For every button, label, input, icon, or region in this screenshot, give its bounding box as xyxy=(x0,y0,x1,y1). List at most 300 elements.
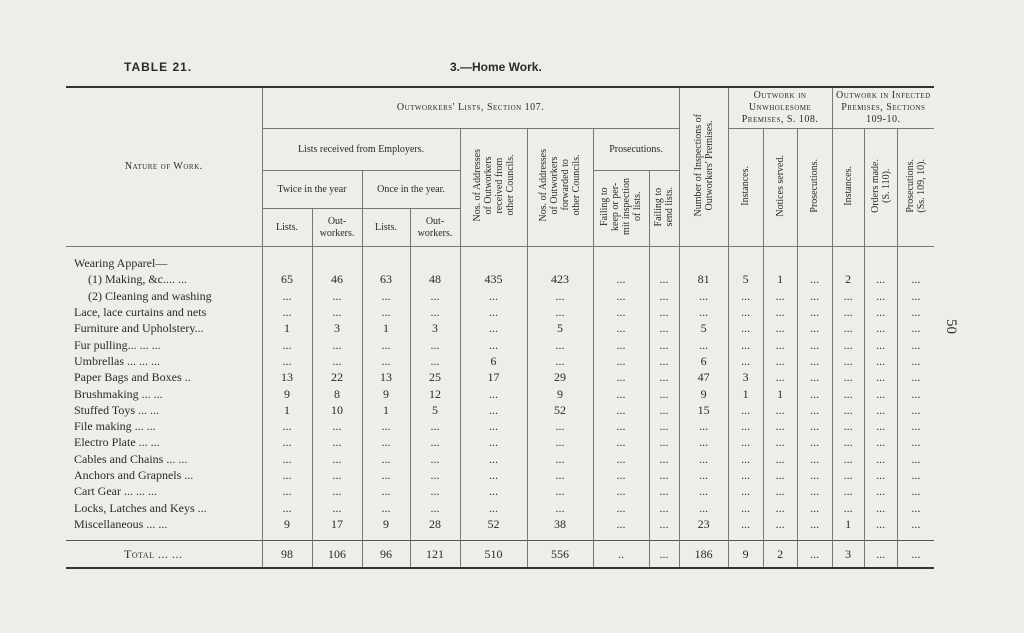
table-cell: ... xyxy=(460,385,527,401)
row-label: Anchors and Grapnels ... xyxy=(74,468,194,482)
table-cell: 17 xyxy=(312,516,362,532)
table-cell: ... xyxy=(593,467,649,483)
table-cell: ... xyxy=(460,434,527,450)
table-cell: ... xyxy=(728,402,763,418)
table-label: TABLE 21. xyxy=(124,60,193,74)
table-cell: 22 xyxy=(312,369,362,385)
table-cell: 1 xyxy=(728,385,763,401)
table-cell: 510 xyxy=(460,541,527,569)
table-cell: 9 xyxy=(362,516,410,532)
table-cell: ... xyxy=(649,336,679,352)
table-cell: ... xyxy=(362,483,410,499)
table-cell: 556 xyxy=(527,541,593,569)
table-cell: ... xyxy=(832,336,864,352)
table-row xyxy=(66,434,934,450)
table-cell: ... xyxy=(679,451,728,467)
table-cell: ... xyxy=(527,499,593,515)
table-cell: 106 xyxy=(312,541,362,569)
table-cell: ... xyxy=(460,418,527,434)
table-cell: 2 xyxy=(763,541,797,569)
table-cell: 9 xyxy=(679,385,728,401)
table-cell: ... xyxy=(728,418,763,434)
row-label: Locks, Latches and Keys ... xyxy=(74,500,207,515)
table-cell: ... xyxy=(797,516,832,532)
table-cell: ... xyxy=(832,369,864,385)
table-cell: 5 xyxy=(679,320,728,336)
table-cell: 13 xyxy=(362,369,410,385)
table-cell: ... xyxy=(362,336,410,352)
table-cell: ... xyxy=(593,499,649,515)
table-cell: ... xyxy=(897,516,934,532)
table-cell: ... xyxy=(864,499,897,515)
table-cell: ... xyxy=(362,467,410,483)
table-row xyxy=(66,418,934,434)
table-cell: ... xyxy=(679,483,728,499)
table-cell: ... xyxy=(362,499,410,515)
table-cell: ... xyxy=(832,499,864,515)
total-row xyxy=(66,541,934,569)
header-addresses-received: Nos. of Addresses of Outworkers received from other Councils. xyxy=(460,129,527,247)
table-cell: ... xyxy=(649,541,679,569)
table-cell: ... xyxy=(763,336,797,352)
table-cell: ... xyxy=(312,434,362,450)
table-cell: 3 xyxy=(728,369,763,385)
table-row xyxy=(66,451,934,467)
table-cell: 96 xyxy=(362,541,410,569)
table-cell: ... xyxy=(897,288,934,304)
table-cell: ... xyxy=(362,288,410,304)
table-cell: ... xyxy=(797,402,832,418)
table-cell: ... xyxy=(832,402,864,418)
table-cell: ... xyxy=(897,499,934,515)
table-cell: ... xyxy=(897,320,934,336)
table-cell: ... xyxy=(763,402,797,418)
table-cell: ... xyxy=(410,499,460,515)
table-cell: ... xyxy=(312,499,362,515)
table-cell: 1 xyxy=(262,402,312,418)
table-cell: ... xyxy=(312,418,362,434)
table-cell: ... xyxy=(312,467,362,483)
table-cell: ... xyxy=(312,451,362,467)
table-cell: ... xyxy=(763,434,797,450)
table-cell: ... xyxy=(728,483,763,499)
table-cell: ... xyxy=(797,499,832,515)
table-row xyxy=(66,304,934,320)
table-cell: ... xyxy=(864,336,897,352)
table-cell: ... xyxy=(593,483,649,499)
row-label: Fur pulling... ... ... xyxy=(74,337,161,352)
table-cell: ... xyxy=(262,353,312,369)
table-cell: 17 xyxy=(460,369,527,385)
table-cell: ... xyxy=(410,304,460,320)
table-cell: ... xyxy=(527,418,593,434)
table-cell: ... xyxy=(728,434,763,450)
table-cell: ... xyxy=(679,418,728,434)
table-cell: 47 xyxy=(679,369,728,385)
table-cell: 52 xyxy=(460,516,527,532)
table-cell: ... xyxy=(832,353,864,369)
table-cell: ... xyxy=(362,451,410,467)
table-cell: ... xyxy=(460,451,527,467)
table-cell: ... xyxy=(649,499,679,515)
table-cell: ... xyxy=(593,304,649,320)
table-cell: ... xyxy=(527,451,593,467)
table-cell: ... xyxy=(262,434,312,450)
table-cell: ... xyxy=(897,369,934,385)
table-cell: ... xyxy=(864,320,897,336)
table-cell: ... xyxy=(679,467,728,483)
table-cell xyxy=(527,255,593,271)
table-cell: ... xyxy=(527,336,593,352)
table-row xyxy=(66,499,934,515)
table-cell: 9 xyxy=(362,385,410,401)
table-cell: ... xyxy=(649,467,679,483)
table-cell: ... xyxy=(679,434,728,450)
table-cell xyxy=(864,255,897,271)
table-cell: ... xyxy=(728,467,763,483)
table-cell: ... xyxy=(797,434,832,450)
table-cell: ... xyxy=(649,353,679,369)
table-cell: ... xyxy=(262,499,312,515)
table-cell: ... xyxy=(728,288,763,304)
table-cell xyxy=(797,255,832,271)
table-cell: ... xyxy=(763,418,797,434)
table-cell xyxy=(897,255,934,271)
table-cell: 5 xyxy=(410,402,460,418)
table-cell: ... xyxy=(649,304,679,320)
row-label: Umbrellas ... ... ... xyxy=(74,353,160,368)
table-cell: 1 xyxy=(832,516,864,532)
table-cell: ... xyxy=(527,304,593,320)
table-cell xyxy=(649,255,679,271)
row-label: Wearing Apparel— xyxy=(74,256,168,271)
table-cell: ... xyxy=(262,304,312,320)
table-cell: ... xyxy=(763,451,797,467)
table-cell: ... xyxy=(410,353,460,369)
table-cell: ... xyxy=(797,336,832,352)
table-cell: ... xyxy=(593,288,649,304)
table-cell: ... xyxy=(593,418,649,434)
table-cell: ... xyxy=(864,467,897,483)
row-label: (2) Cleaning and washing xyxy=(88,288,212,303)
table-cell: ... xyxy=(362,418,410,434)
row-label: Electro Plate ... ... xyxy=(74,435,160,450)
table-cell: ... xyxy=(649,434,679,450)
header-twice-outworkers: Out-workers. xyxy=(312,209,362,247)
table-cell: ... xyxy=(763,467,797,483)
row-label: Cart Gear ... ... ... xyxy=(74,484,157,499)
table-cell: ... xyxy=(527,483,593,499)
header-unwholesome-instances: Instances. xyxy=(728,129,763,247)
table-cell: 1 xyxy=(362,402,410,418)
table-cell: ... xyxy=(460,320,527,336)
table-cell xyxy=(262,255,312,271)
table-cell: 48 xyxy=(410,271,460,287)
table-cell xyxy=(362,255,410,271)
table-cell: 435 xyxy=(460,271,527,287)
table-cell: 29 xyxy=(527,369,593,385)
table-cell: 9 xyxy=(527,385,593,401)
table-cell: ... xyxy=(832,320,864,336)
table-cell: ... xyxy=(362,353,410,369)
table-cell: ... xyxy=(649,402,679,418)
table-cell: ... xyxy=(593,402,649,418)
table-cell: ... xyxy=(797,271,832,287)
table-cell: ... xyxy=(312,353,362,369)
table-cell: ... xyxy=(460,467,527,483)
table-cell: ... xyxy=(897,271,934,287)
table-cell: ... xyxy=(797,418,832,434)
table-cell: .. xyxy=(593,541,649,569)
table-cell: 1 xyxy=(763,385,797,401)
table-cell: ... xyxy=(864,385,897,401)
table-cell: ... xyxy=(832,467,864,483)
page-number: 50 xyxy=(943,319,959,334)
table-cell: 10 xyxy=(312,402,362,418)
table-cell: ... xyxy=(832,288,864,304)
table-cell xyxy=(460,255,527,271)
header-nature-of-work: Nature of Work. xyxy=(66,87,262,247)
table-cell: ... xyxy=(797,320,832,336)
table-cell: ... xyxy=(864,304,897,320)
table-cell: ... xyxy=(362,434,410,450)
table-cell: ... xyxy=(897,434,934,450)
table-cell: ... xyxy=(593,336,649,352)
table-row xyxy=(66,320,934,336)
header-prosecutions: Prosecutions. xyxy=(593,129,679,171)
table-cell: ... xyxy=(897,541,934,569)
header-once-lists: Lists. xyxy=(362,209,410,247)
table-cell: 9 xyxy=(262,516,312,532)
table-cell: ... xyxy=(410,483,460,499)
table-cell xyxy=(763,255,797,271)
header-twice-lists: Lists. xyxy=(262,209,312,247)
row-label: Brushmaking ... ... xyxy=(74,386,163,401)
table-row xyxy=(66,483,934,499)
header-infected-prosecutions: Prosecutions. (Ss. 109, 10). xyxy=(897,129,934,247)
table-cell: 1 xyxy=(763,271,797,287)
table-cell: ... xyxy=(312,304,362,320)
table-cell: 423 xyxy=(527,271,593,287)
table-cell: ... xyxy=(763,320,797,336)
table-cell: ... xyxy=(410,336,460,352)
table-cell: 3 xyxy=(410,320,460,336)
table-cell: 6 xyxy=(679,353,728,369)
header-inspections: Number of Inspections of Outworkers' Premises. xyxy=(679,87,728,247)
table-row xyxy=(66,467,934,483)
table-row xyxy=(66,369,934,385)
table-cell: 6 xyxy=(460,353,527,369)
table-cell: ... xyxy=(832,434,864,450)
table-cell: ... xyxy=(897,353,934,369)
table-cell: ... xyxy=(728,304,763,320)
header-outworkers-lists: Outworkers' Lists, Section 107. xyxy=(262,87,679,129)
header-unwholesome-prosecutions: Prosecutions. xyxy=(797,129,832,247)
table-cell: ... xyxy=(527,353,593,369)
table-cell: ... xyxy=(897,451,934,467)
table-cell: ... xyxy=(649,320,679,336)
table-cell: ... xyxy=(832,418,864,434)
header-infected-instances: Instances. xyxy=(832,129,864,247)
table-cell: ... xyxy=(763,516,797,532)
table-cell: ... xyxy=(649,271,679,287)
table-cell: ... xyxy=(763,483,797,499)
table-cell: ... xyxy=(527,434,593,450)
table-cell: 52 xyxy=(527,402,593,418)
table-cell: ... xyxy=(763,369,797,385)
table-cell: ... xyxy=(460,402,527,418)
table-body xyxy=(66,247,934,569)
table-cell xyxy=(410,255,460,271)
table-row xyxy=(66,255,934,271)
table-cell: ... xyxy=(262,467,312,483)
header-unwholesome-premises: Outwork in Unwholesome Premises, S. 108. xyxy=(728,87,832,129)
table-cell: ... xyxy=(728,499,763,515)
row-label: Total ... ... xyxy=(66,541,262,569)
table-cell: ... xyxy=(797,385,832,401)
table-cell: ... xyxy=(593,320,649,336)
table-cell: 3 xyxy=(832,541,864,569)
table-cell: ... xyxy=(797,288,832,304)
table-cell: ... xyxy=(362,304,410,320)
header-twice-in-year: Twice in the year xyxy=(262,171,362,209)
header-addresses-forwarded: Nos. of Addresses of Outworkers forwarded to other Councils. xyxy=(527,129,593,247)
table-cell: ... xyxy=(763,499,797,515)
table-cell: ... xyxy=(262,336,312,352)
table-cell: ... xyxy=(649,516,679,532)
table-cell: ... xyxy=(864,434,897,450)
table-cell: ... xyxy=(312,483,362,499)
header-lists-received: Lists received from Employers. xyxy=(262,129,460,171)
table-cell: ... xyxy=(864,353,897,369)
table-cell: ... xyxy=(410,467,460,483)
table-cell: ... xyxy=(410,434,460,450)
table-cell: ... xyxy=(897,418,934,434)
table-cell: ... xyxy=(262,288,312,304)
row-label: Paper Bags and Boxes .. xyxy=(74,370,191,385)
table-cell: ... xyxy=(649,288,679,304)
table-row xyxy=(66,271,934,287)
table-cell: ... xyxy=(864,369,897,385)
table-cell: ... xyxy=(864,483,897,499)
table-cell: ... xyxy=(864,451,897,467)
table-cell: 28 xyxy=(410,516,460,532)
table-cell: ... xyxy=(679,336,728,352)
table-cell: ... xyxy=(797,369,832,385)
table-cell: ... xyxy=(649,451,679,467)
table-cell: ... xyxy=(728,320,763,336)
table-cell: ... xyxy=(832,451,864,467)
table-cell: ... xyxy=(312,288,362,304)
table-cell: ... xyxy=(593,385,649,401)
section-title: 3.—Home Work. xyxy=(450,60,542,74)
table-cell: 63 xyxy=(362,271,410,287)
table-cell: ... xyxy=(460,288,527,304)
table-cell: ... xyxy=(679,499,728,515)
table-cell: 186 xyxy=(679,541,728,569)
table-cell: ... xyxy=(679,288,728,304)
table-cell: 38 xyxy=(527,516,593,532)
table-cell: ... xyxy=(410,451,460,467)
table-cell: ... xyxy=(460,483,527,499)
table-cell: ... xyxy=(312,336,362,352)
table-cell: ... xyxy=(797,353,832,369)
table-cell: ... xyxy=(649,385,679,401)
table-cell: ... xyxy=(797,451,832,467)
table-cell: ... xyxy=(797,304,832,320)
table-row xyxy=(66,516,934,532)
table-cell: ... xyxy=(527,467,593,483)
table-cell: ... xyxy=(728,353,763,369)
header-once-in-year: Once in the year. xyxy=(362,171,460,209)
row-label: Lace, lace curtains and nets xyxy=(74,305,207,320)
table-cell: ... xyxy=(593,369,649,385)
table-row xyxy=(66,336,934,352)
table-cell: ... xyxy=(897,385,934,401)
table-cell: 3 xyxy=(312,320,362,336)
table-cell: 1 xyxy=(262,320,312,336)
table-cell: ... xyxy=(864,288,897,304)
table-cell: ... xyxy=(593,271,649,287)
table-cell: 13 xyxy=(262,369,312,385)
table-cell: 5 xyxy=(728,271,763,287)
table-cell: ... xyxy=(410,288,460,304)
table-cell: ... xyxy=(262,483,312,499)
table-cell xyxy=(728,255,763,271)
table-row xyxy=(66,385,934,401)
table-cell: ... xyxy=(593,451,649,467)
table-row xyxy=(66,288,934,304)
table-cell: 81 xyxy=(679,271,728,287)
header-failing-keep-lists: Failing to keep or per- mit inspection of lists. xyxy=(593,171,649,247)
table-cell: 15 xyxy=(679,402,728,418)
table-cell: ... xyxy=(728,336,763,352)
header-once-outworkers: Out-workers. xyxy=(410,209,460,247)
table-cell: ... xyxy=(864,541,897,569)
table-cell: ... xyxy=(797,483,832,499)
table-cell: ... xyxy=(649,369,679,385)
table-cell: ... xyxy=(864,516,897,532)
table-cell: 2 xyxy=(832,271,864,287)
row-label: Stuffed Toys ... ... xyxy=(74,402,160,417)
table-cell: ... xyxy=(262,418,312,434)
table-cell: ... xyxy=(262,451,312,467)
table-cell: ... xyxy=(460,336,527,352)
table-cell xyxy=(832,255,864,271)
table-cell: ... xyxy=(832,385,864,401)
table-cell: ... xyxy=(897,402,934,418)
table-cell: ... xyxy=(410,418,460,434)
row-label: Miscellaneous ... ... xyxy=(74,516,168,531)
table-cell: ... xyxy=(797,541,832,569)
table-cell: ... xyxy=(460,304,527,320)
table-cell: ... xyxy=(897,483,934,499)
table-row xyxy=(66,402,934,418)
table-cell: ... xyxy=(832,304,864,320)
table-cell: 65 xyxy=(262,271,312,287)
table-cell: ... xyxy=(897,467,934,483)
table-cell xyxy=(679,255,728,271)
table-cell: 23 xyxy=(679,516,728,532)
table-cell: ... xyxy=(649,418,679,434)
table-cell xyxy=(312,255,362,271)
table-cell: ... xyxy=(864,271,897,287)
table-cell: ... xyxy=(763,288,797,304)
table-cell: ... xyxy=(593,516,649,532)
table-cell: ... xyxy=(728,516,763,532)
row-label: (1) Making, &c.... ... xyxy=(88,272,187,287)
table-cell: ... xyxy=(593,353,649,369)
